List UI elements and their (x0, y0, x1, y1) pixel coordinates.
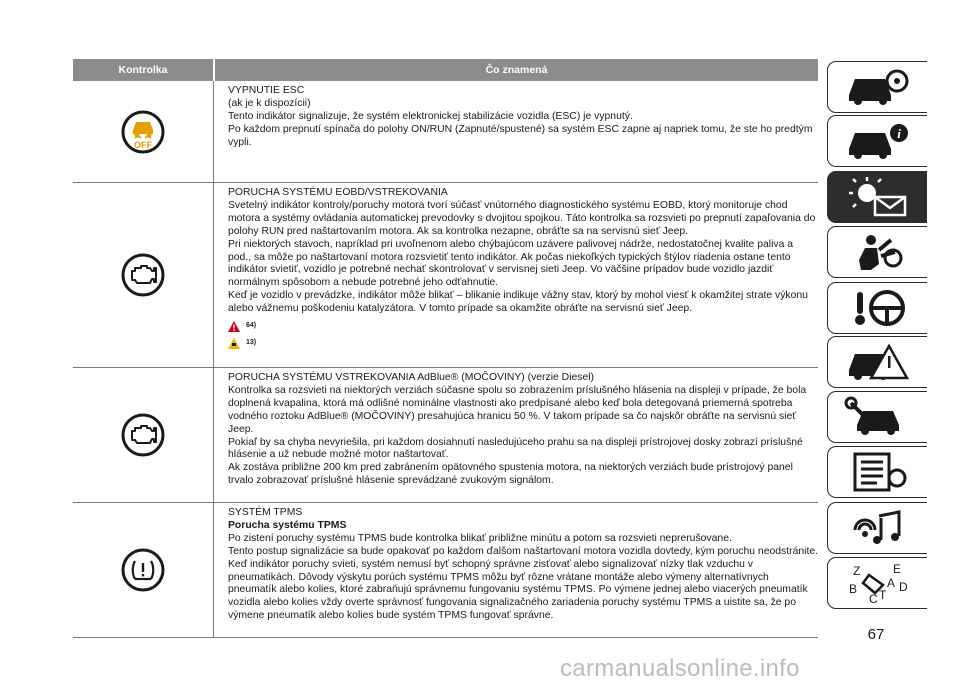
tab-car-overview[interactable] (827, 61, 927, 113)
page-number: 67 (867, 626, 885, 643)
index-letter: C (868, 592, 878, 605)
tab-maintenance[interactable] (827, 391, 927, 443)
engine-check-icon (121, 413, 165, 457)
table-header (73, 59, 818, 81)
index-abc-icon (843, 561, 913, 605)
specifications-list-icon (843, 450, 913, 494)
row-paragraph: Pri niektorých stavoch, napríklad pri uvoľnenom alebo chýbajúcom uzávere palivovej nádrže, nedostatočnej kvalite paliva a pod., sa môže po naštartovaní motora rozsvietiť tento indikátor. Ak počas niekoľkých typických štýlov riadenia ostane tento indikátor svietiť, vozidlo je potrebné nechať skontrolovať v servisnej sieti Jeep. Vo väčšine prípadov bude vozidlo jazdiť normálnym spôsobom a nebude potrebné jeho odťahnutie. (228, 238, 794, 289)
row-paragraph: Kontrolka sa rozsvieti na niektorých verziách súčasne spolu so zobrazením príslušného hlásenia na displeji v prípade, že bola doplnená kvapalina, ktorá má odlišné nominálne vlastnosti ako predpísané alebo keď bola detegovaná priemerná spotreba vodného roztoku AdBlue® (MOČOVINY) presahujúca hranicu 50 %. V takom prípade sa čo najskôr obráťte na servisnú sieť Jeep. (228, 384, 807, 435)
row-text (214, 81, 818, 182)
tab-index[interactable] (827, 557, 927, 609)
airbag-seat-icon (843, 230, 913, 274)
row-text (214, 183, 818, 367)
row-paragraph: Po zistení poruchy systému TPMS bude kontrolka blikať približne minútu a potom sa rozsvieti neprerušovane. (228, 532, 732, 544)
tab-safety[interactable] (827, 226, 927, 278)
watermark: carmanualsonline.info (560, 655, 800, 682)
reference-number: 64) (246, 322, 257, 330)
svg-text:i: i (896, 126, 901, 141)
steering-wheel-icon (843, 286, 913, 330)
row-paragraph: PORUCHA SYSTÉMU EOBD/VSTREKOVANIA (228, 187, 448, 198)
icon-cell (73, 368, 214, 502)
index-letter: T (878, 588, 886, 602)
multimedia-icon (843, 506, 913, 550)
row-text (214, 503, 818, 637)
row-paragraph: Ak zostáva približne 200 km pred zabránením opätovného spustenia motora, na niektorých verziách bude prístrojový panel trvalo zobrazovať príslušné hlásenie sprevádzané zvukovým signálom. (228, 462, 793, 487)
warning-light-message-icon (843, 175, 913, 219)
row-text (214, 368, 818, 502)
esc-off-label: OFF (134, 139, 152, 150)
esc-off-icon (121, 110, 165, 154)
table-row (73, 183, 818, 368)
row-subtitle: Porucha systému TPMS (228, 519, 347, 531)
header-meaning: Čo znamená (485, 64, 548, 76)
row-paragraph: Tento postup signalizácie sa bude opakovať po každom ďalšom naštartovaní motora vozidla dovtedy, kým poruchu neodstránite. Keď indikátor poruchy svieti, systém nemusí byť schopný správne zisťovať alebo signalizovať nízky tlak vzduchu v pneumatikách. Dôvody výskytu porúch systému TPMS môžu byť rôzne vrátane montáže alebo výmeny alternatívnych pneumatík alebo kolies, ktoré zabraňujú správnemu fungovaniu systému TPMS. Po výmene jednej alebo viacerých pneumatík vozidla alebo kolies vždy overte správnosť fungovania signalizačného zariadenia poruchy systému TPMS a uistite sa, že po výmene pneumatík alebo kolies bude systém TPMS fungovať správne. (228, 545, 818, 622)
wrench-car-icon (843, 395, 913, 439)
icon-cell (73, 183, 214, 367)
index-letter: B (848, 582, 857, 596)
tab-car-info[interactable] (827, 115, 927, 167)
warning-lights-table (73, 59, 818, 638)
row-paragraph: Keď je vozidlo v prevádzke, indikátor môže blikať – blikanie indikuje vážny stav, ktorý by mohol viesť k okamžitej strate výkonu alebo vážnemu poškodeniu katalyzátora. V tomto prípade sa okamžite obráťte na servisnú sieť Jeep. (228, 290, 808, 315)
reference-warning (228, 320, 818, 333)
row-title: SYSTÉM TPMS (228, 507, 303, 518)
index-letter: Z (852, 564, 860, 578)
row-paragraph: VYPNUTIE ESC (228, 85, 305, 96)
table-row (73, 368, 818, 503)
row-paragraph: (ak je k dispozícii) (228, 97, 311, 109)
header-kontrolka: Kontrolka (73, 59, 215, 81)
index-letter: D (898, 580, 908, 594)
row-paragraph: Svetelný indikátor kontroly/poruchy motora tvorí súčasť vnútorného diagnostického systému EOBD, ktorý monitoruje chod motora a systémy ovládania automatickej prevodovky s dvojitou spojkou. Táto kontrolka sa rozsvieti po prepnutí zapaľovania do polohy RUN pred naštartovaním motora. Ak sa kontrolka nezapne, obráťte sa na servisnú sieť Jeep. (228, 199, 816, 237)
caution-triangle-icon (228, 338, 240, 349)
row-paragraph: Po každom prepnutí spínača do polohy ON/RUN (Zapnuté/spustené) sa systém ESC zapne aj napriek tomu, že ste ho predtým vypli. (228, 123, 813, 148)
row-paragraph: PORUCHA SYSTÉMU VSTREKOVANIA AdBlue® (MOČOVINY) (verzie Diesel) (228, 372, 595, 383)
index-letter: E (892, 562, 901, 576)
tab-technical-data[interactable] (827, 446, 927, 498)
tab-driving[interactable] (827, 282, 927, 334)
car-info-icon (843, 119, 913, 163)
tab-warning-lights[interactable] (827, 171, 927, 223)
car-steering-icon (843, 65, 913, 109)
icon-cell (73, 503, 214, 637)
table-row (73, 81, 818, 183)
icon-cell (73, 81, 214, 182)
reference-number: 13) (246, 338, 257, 346)
reference-caution (228, 337, 818, 350)
tpms-icon (121, 548, 165, 592)
row-paragraph: Tento indikátor signalizuje, že systém elektronickej stabilizácie vozidla (ESC) je vypnutý. (228, 110, 633, 122)
tab-multimedia[interactable] (827, 502, 927, 554)
row-paragraph: Pokiaľ by sa chyba nevyriešila, pri každom dosiahnutí nasledujúceho prahu sa na displeji prístrojovej dosky zobrazí príslušné hlásenie a už nebude možné motor naštartovať. (228, 436, 803, 461)
index-letter: A (886, 576, 895, 590)
car-accident-icon (843, 340, 913, 384)
table-row (73, 503, 818, 638)
engine-check-icon (121, 253, 165, 297)
tab-emergency[interactable] (827, 336, 927, 388)
warning-triangle-icon (228, 321, 240, 332)
